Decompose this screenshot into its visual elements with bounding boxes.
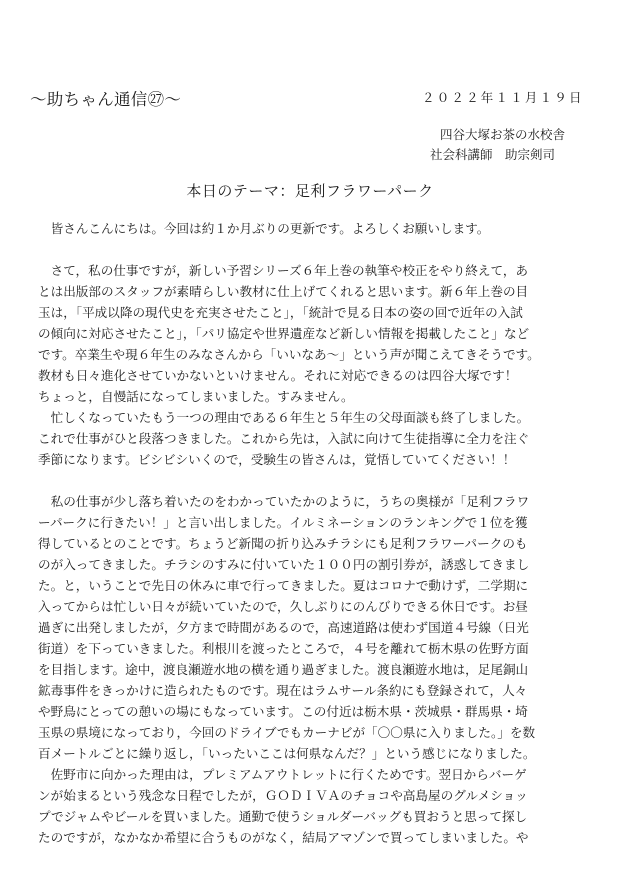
text-line: 忙しくなっていたもう一つの理由である６年生と５年生の父母面談も終了しました。 (38, 410, 530, 425)
text-line: 得しているとのことです。ちょうど新聞の折り込みチラシにも足利フラワーパークのも (38, 536, 528, 551)
paragraph (38, 218, 586, 239)
author-name: 社会科講師 助宗剣司 (430, 147, 556, 162)
text-line: これで仕事がひと段落つきました。これから先は，入試に向けて生徒指導に全力を注ぐ (38, 431, 530, 446)
text-line: 佐野市に向かった理由は，プレミアムアウトレットに行くためです。翌日からバーゲ (38, 767, 527, 782)
paragraph (38, 491, 586, 848)
text-line: 季節になります。ビシビシいくので，受験生の皆さんは，覚悟していてください！！ (38, 452, 516, 467)
text-line: 街道）を下っていきました。利根川を渡ったところで，４号を離れて栃木県の佐野方面 (38, 641, 529, 656)
paragraph-gap (38, 470, 586, 491)
newsletter-title: 〜助ちゃん通信㉗〜 (30, 90, 182, 109)
text-line: さて，私の仕事ですが，新しい予習シリーズ６年上巻の執筆や校正をやり終えて，あ (38, 263, 529, 278)
text-line: 玉は，「平成以降の現代史を充実させたこと」，「統計で見る日本の姿の回で近年の入試 (38, 305, 523, 320)
text-line: 入ってからは忙しい日々が続いていたので，久しぶりにのんびりできる休日です。お昼 (38, 599, 528, 614)
text-line: の傾向に対応させたこと」，「パリ協定や世界遺産など新しい情報を掲載したこと」など (38, 326, 530, 341)
text-line: です。卒業生や現６年生のみなさんから「いいなあ〜」という声が聞こえてきそうです。 (38, 347, 540, 362)
text-line: 皆さんこんにちは。今回は約１か月ぶりの更新です。よろしくお願いします。 (38, 221, 490, 236)
text-line: ちょっと，自慢話になってしまいました。すみません。 (38, 389, 354, 404)
text-line: を目指します。途中，渡良瀬遊水地の横を通り過ぎました。渡良瀬遊水地は，足尾銅山 (38, 662, 529, 677)
article-body (38, 218, 586, 848)
text-line: とは出版部のスタッフが素晴らしい教材に仕上げてくれると思います。新６年上巻の目 (38, 284, 529, 299)
theme-heading: 本日のテーマ：足利フラワーパーク (186, 182, 434, 200)
text-line: プでジャムやビールを買いました。通勤で使うショルダーバッグも買おうと思って探し (38, 809, 528, 824)
paragraph (38, 260, 586, 470)
text-line: た。と，いうことで先日の休みに車で行ってきました。夏はコロナで動けず，二学期に (38, 578, 529, 593)
text-line: たのですが，なかなか希望に合うものがなく，結局アマゾンで買ってしまいました。や (38, 830, 529, 845)
text-line: や野鳥にとっての憩いの場にもなっています。この付近は栃木県・茨城県・群馬県・埼 (38, 704, 528, 719)
text-line: ンが始まるという残念な日程でしたが，ＧＯＤＩＶＡのチョコや高島屋のグルメショッ (38, 788, 528, 803)
text-line: ーパークに行きたい！」と言い出しました。イルミネーションのランキングで１位を獲 (38, 515, 528, 530)
text-line: のが入ってきました。チラシのすみに付いていた１００円の割引券が，誘惑してきまし (38, 557, 530, 572)
issue-date: ２０２２年１１月１９日 (422, 90, 584, 105)
text-line: 私の仕事が少し落ち着いたのをわかっていたかのように，うちの奥様が「足利フラワ (38, 494, 530, 509)
text-line: 玉県の県境になっており，今回のドライブでもカーナビが「〇〇県に入りました。」を数 (38, 725, 536, 740)
text-line: 教材も日々進化させていかないといけません。それに対応できるのは四谷大塚です！ (38, 368, 518, 383)
text-line: 鉱毒事件をきっかけに造られたものです。現在はラムサール条約にも登録されて，人々 (38, 683, 528, 698)
school-name: 四谷大塚お茶の水校舎 (440, 127, 566, 142)
text-line: 過ぎに出発しましたが，夕方まで時間があるので，高速道路は使わず国道４号線（日光 (38, 620, 529, 635)
paragraph-gap (38, 239, 586, 260)
text-line: 百メートルごとに繰り返し，「いったいここは何県なんだ？」という感じになりました。 (38, 746, 536, 761)
